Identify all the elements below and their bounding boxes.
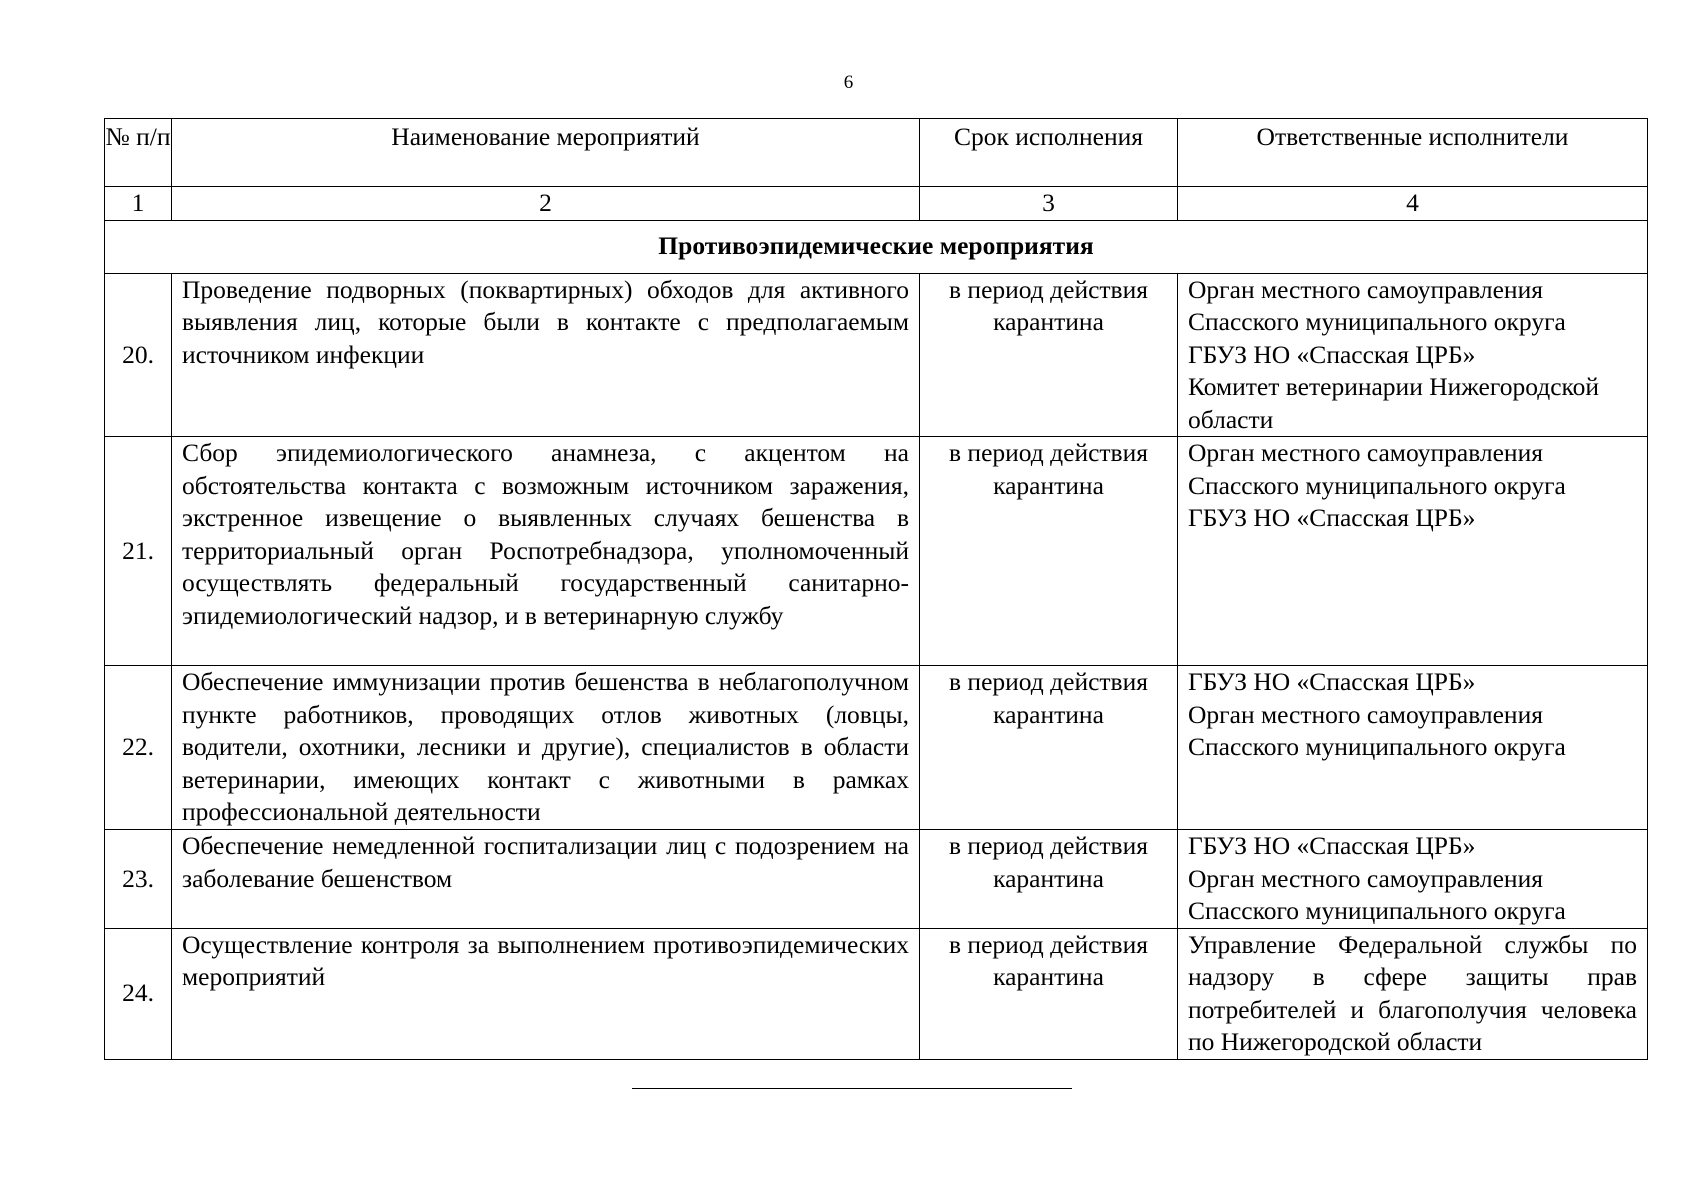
page-number: 6 (843, 72, 854, 93)
header-title: Наименование мероприятий (172, 119, 920, 187)
row-responsible (1178, 666, 1648, 830)
row-responsible (1178, 273, 1648, 437)
row-number: 20. (105, 273, 172, 437)
table-header-row (105, 119, 1648, 187)
header-responsible: Ответственные исполнители (1178, 119, 1648, 187)
row-term: в период действия карантина (920, 273, 1178, 437)
column-number: 2 (172, 187, 920, 221)
row-term: в период действия карантина (920, 666, 1178, 830)
responsible-line: Орган местного самоуправления Спасского муниципального округа (1188, 438, 1566, 500)
column-number: 1 (105, 187, 172, 221)
table-row (105, 830, 1648, 929)
responsible-line: Комитет ветеринарии Нижегородской области (1188, 372, 1600, 434)
responsible-line: ГБУЗ НО «Спасская ЦРБ» (1188, 667, 1476, 696)
section-title: Противоэпидемические мероприятия (105, 220, 1648, 273)
responsible-line: ГБУЗ НО «Спасская ЦРБ» (1188, 339, 1476, 369)
row-title: Проведение подворных (поквартирных) обходов для активного выявления лиц, которые были в контакте с предполагаемым источником инфекции (172, 273, 920, 437)
table-row (105, 928, 1648, 1059)
table-row (105, 666, 1648, 830)
header-term: Срок исполнения (920, 119, 1178, 187)
table-row (105, 273, 1648, 437)
responsible-line: ГБУЗ НО «Спасская ЦРБ» (1188, 831, 1476, 860)
row-term: в период действия карантина (920, 830, 1178, 929)
section-row (105, 220, 1648, 273)
responsible-line: Орган местного самоуправления Спасского муниципального округа (1188, 699, 1566, 761)
responsible-line: Орган местного самоуправления Спасского муниципального округа (1188, 863, 1566, 925)
row-responsible: Управление Федеральной службы по надзору в сфере защиты прав потребителей и благополучия человека по Нижегородской области (1178, 928, 1648, 1059)
responsible-line: Орган местного самоуправления Спасского муниципального округа (1188, 274, 1566, 336)
row-number: 21. (105, 437, 172, 666)
row-title: Обеспечение немедленной госпитализации лиц с подозрением на заболевание бешенством (172, 830, 920, 929)
row-number: 23. (105, 830, 172, 929)
row-responsible (1178, 437, 1648, 666)
column-number: 3 (920, 187, 1178, 221)
table-row (105, 437, 1648, 666)
row-title: Осуществление контроля за выполнением противоэпидемических мероприятий (172, 928, 920, 1059)
footer-divider (632, 1088, 1072, 1089)
header-num: № п/п (105, 119, 172, 187)
measures-table (104, 118, 1648, 1060)
row-title: Обеспечение иммунизации против бешенства в неблагополучном пункте работников, проводящих отлов животных (ловцы, водители, охотники, лесники и другие), специалистов в области ветеринарии, имеющих контакт с животными в рамках профессиональной деятельности (172, 666, 920, 830)
row-responsible (1178, 830, 1648, 929)
column-number: 4 (1178, 187, 1648, 221)
row-title: Сбор эпидемиологического анамнеза, с акцентом на обстоятельства контакта с возможным источником заражения, экстренное извещение о выявленных случаях бешенства в территориальный орган Роспотребнадзора, уполномоченный осуществлять федеральный государственный санитарно-эпидемиологический надзор, и в ветеринарную службу (172, 437, 920, 666)
column-numbers-row (105, 187, 1648, 221)
row-number: 24. (105, 928, 172, 1059)
row-term: в период действия карантина (920, 437, 1178, 666)
responsible-line: ГБУЗ НО «Спасская ЦРБ» (1188, 503, 1476, 532)
row-number: 22. (105, 666, 172, 830)
row-term: в период действия карантина (920, 928, 1178, 1059)
